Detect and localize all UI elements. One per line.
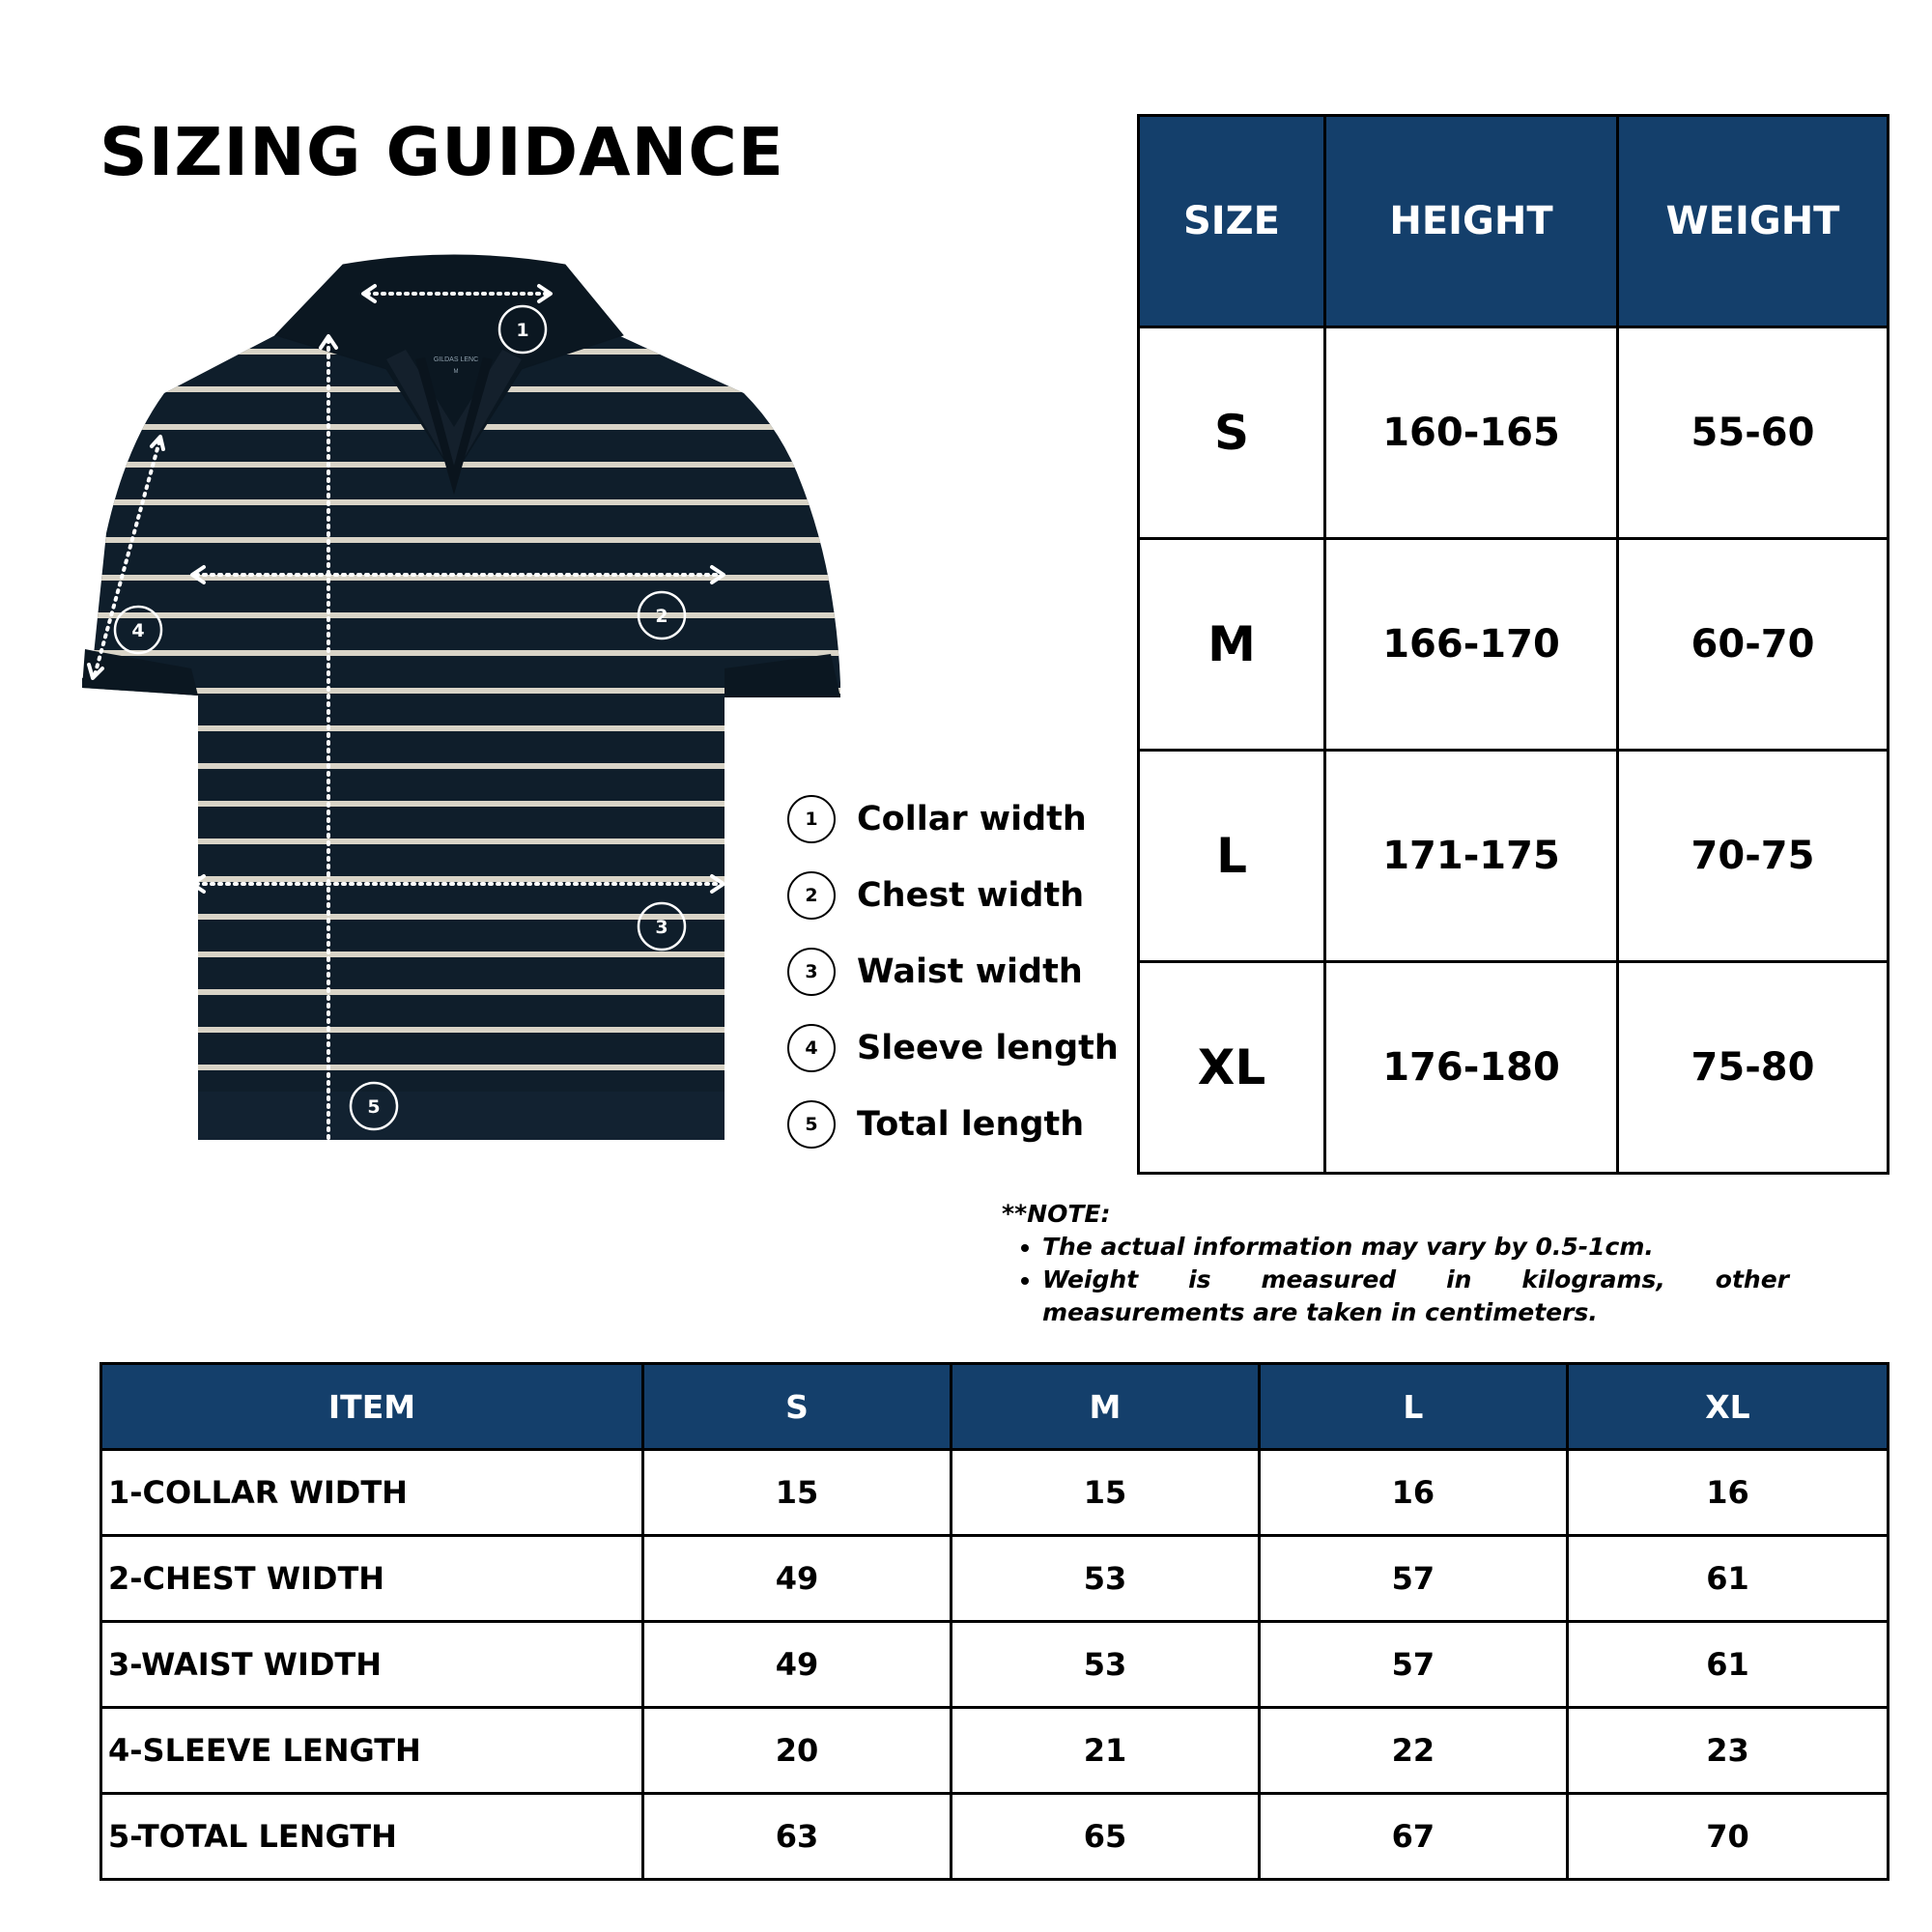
height-cell: 176-180	[1325, 962, 1618, 1174]
measurements-table	[99, 1362, 1889, 1881]
svg-text:5: 5	[367, 1096, 381, 1118]
column-header: XL	[1567, 1364, 1888, 1450]
shirt-stripe	[68, 1065, 850, 1070]
legend-number: 1	[787, 795, 836, 843]
item-cell: 4-SLEEVE LENGTH	[101, 1708, 643, 1794]
svg-text:1: 1	[516, 320, 529, 341]
polo-shirt-illustration	[68, 253, 850, 1171]
item-cell: 5-TOTAL LENGTH	[101, 1794, 643, 1880]
legend-number: 5	[787, 1100, 836, 1149]
column-header: WEIGHT	[1618, 116, 1889, 327]
value-cell: 49	[643, 1536, 952, 1622]
table-row	[1139, 327, 1889, 539]
value-cell: 67	[1259, 1794, 1567, 1880]
table-row	[1139, 962, 1889, 1174]
shirt-stripe	[68, 1027, 850, 1033]
value-cell: 23	[1567, 1708, 1888, 1794]
weight-cell: 55-60	[1618, 327, 1889, 539]
value-cell: 70	[1567, 1794, 1888, 1880]
svg-text:3: 3	[655, 917, 668, 938]
item-cell: 1-COLLAR WIDTH	[101, 1450, 643, 1536]
height-cell: 171-175	[1325, 751, 1618, 962]
height-cell: 160-165	[1325, 327, 1618, 539]
weight-cell: 75-80	[1618, 962, 1889, 1174]
value-cell: 53	[951, 1622, 1259, 1708]
legend-item	[787, 1095, 1084, 1153]
size-cell: M	[1139, 539, 1325, 751]
shirt-stripe	[68, 725, 850, 731]
column-header: L	[1259, 1364, 1567, 1450]
legend-number: 4	[787, 1024, 836, 1072]
shirt-stripe	[68, 838, 850, 844]
value-cell: 65	[951, 1794, 1259, 1880]
legend-item	[787, 1019, 1119, 1077]
legend-number: 2	[787, 871, 836, 920]
legend-label: Collar width	[857, 800, 1087, 838]
note-block	[1002, 1198, 1789, 1329]
svg-text:M: M	[453, 369, 459, 375]
svg-text:4: 4	[131, 620, 145, 641]
legend-label: Chest width	[857, 876, 1085, 915]
column-header: M	[951, 1364, 1259, 1450]
shirt-stripe	[68, 914, 850, 920]
value-cell: 22	[1259, 1708, 1567, 1794]
note-item: • Weight is measured in kilograms, other measurements are taken in centimeters.	[1042, 1264, 1789, 1329]
legend-item	[787, 790, 1087, 848]
value-cell: 15	[951, 1450, 1259, 1536]
table-row	[101, 1794, 1889, 1880]
legend-label: Sleeve length	[857, 1029, 1119, 1067]
weight-cell: 60-70	[1618, 539, 1889, 751]
column-header: ITEM	[101, 1364, 643, 1450]
value-cell: 49	[643, 1622, 952, 1708]
note-item: • The actual information may vary by 0.5-1cm.	[1042, 1231, 1789, 1264]
legend-label: Waist width	[857, 952, 1083, 991]
shirt-stripe	[68, 989, 850, 995]
value-cell: 57	[1259, 1536, 1567, 1622]
size-cell: S	[1139, 327, 1325, 539]
shirt-stripe	[68, 763, 850, 769]
column-header: SIZE	[1139, 116, 1325, 327]
value-cell: 21	[951, 1708, 1259, 1794]
shirt-stripe	[68, 801, 850, 807]
table-header-row	[101, 1364, 1889, 1450]
table-row	[1139, 751, 1889, 962]
size-cell: L	[1139, 751, 1325, 962]
shirt-stripe	[68, 952, 850, 957]
value-cell: 16	[1567, 1450, 1888, 1536]
weight-cell: 70-75	[1618, 751, 1889, 962]
column-header: HEIGHT	[1325, 116, 1618, 327]
item-cell: 2-CHEST WIDTH	[101, 1536, 643, 1622]
table-row	[101, 1450, 1889, 1536]
legend-label: Total length	[857, 1105, 1085, 1144]
size-height-weight-table	[1137, 114, 1889, 1175]
shirt-stripe	[68, 499, 850, 505]
value-cell: 20	[643, 1708, 952, 1794]
table-row	[101, 1622, 1889, 1708]
note-heading: **NOTE:	[1002, 1200, 1111, 1228]
table-header-row	[1139, 116, 1889, 327]
shirt-stripe	[68, 650, 850, 656]
table-row	[101, 1536, 1889, 1622]
height-cell: 166-170	[1325, 539, 1618, 751]
shirt-stripe	[68, 1140, 850, 1146]
value-cell: 53	[951, 1536, 1259, 1622]
shirt-stripe	[68, 537, 850, 543]
value-cell: 61	[1567, 1536, 1888, 1622]
table-row	[1139, 539, 1889, 751]
svg-text:GILDAS LENC: GILDAS LENC	[433, 356, 479, 363]
shirt-stripe	[68, 612, 850, 618]
svg-text:2: 2	[655, 606, 668, 627]
page-title: SIZING GUIDANCE	[99, 114, 785, 191]
value-cell: 61	[1567, 1622, 1888, 1708]
column-header: S	[643, 1364, 952, 1450]
table-row	[101, 1708, 1889, 1794]
legend-item	[787, 943, 1083, 1001]
note-list	[1002, 1231, 1789, 1329]
size-cell: XL	[1139, 962, 1325, 1174]
value-cell: 63	[643, 1794, 952, 1880]
legend-number: 3	[787, 948, 836, 996]
shirt-body	[68, 255, 850, 1146]
value-cell: 57	[1259, 1622, 1567, 1708]
value-cell: 16	[1259, 1450, 1567, 1536]
shirt-stripe	[68, 876, 850, 882]
legend-item	[787, 867, 1084, 924]
item-cell: 3-WAIST WIDTH	[101, 1622, 643, 1708]
value-cell: 15	[643, 1450, 952, 1536]
